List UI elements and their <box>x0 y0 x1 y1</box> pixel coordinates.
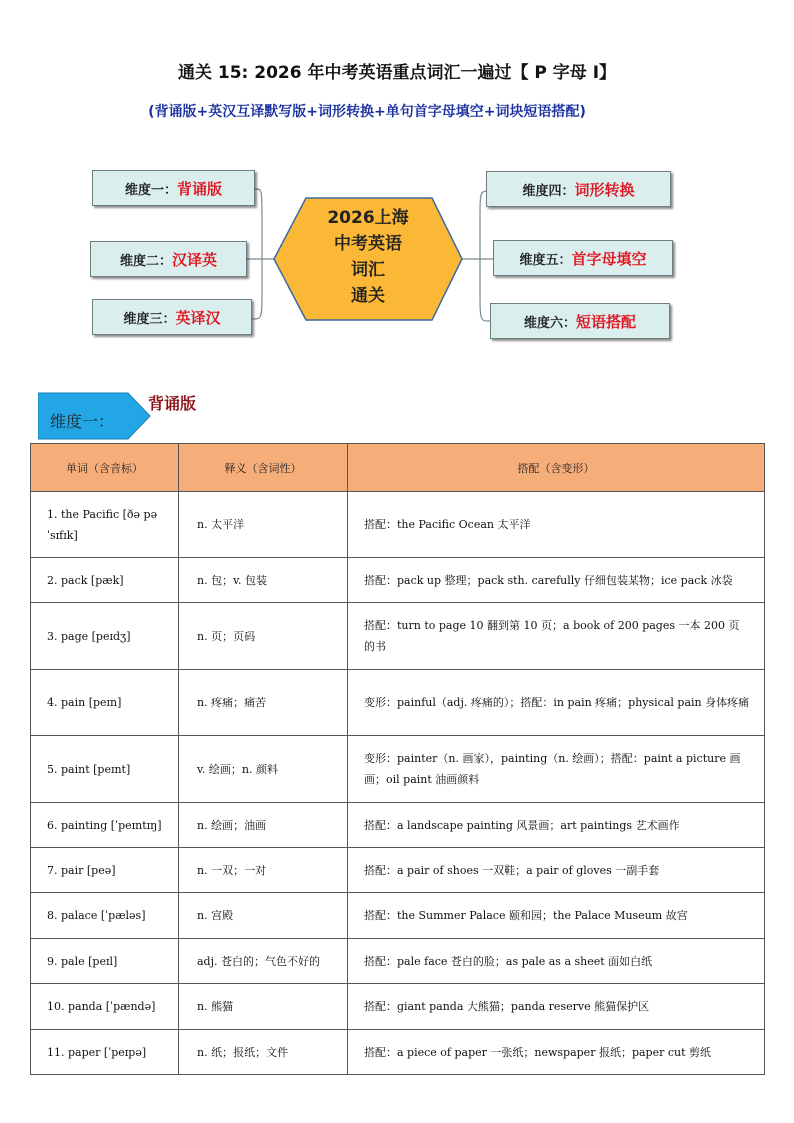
meaning-cell: n. 绘画；油画 <box>179 803 348 848</box>
word-cell: 11. paper [ˈpeɪpə] <box>31 1030 179 1075</box>
meaning-cell: adj. 苍白的；气色不好的 <box>179 939 348 984</box>
collocation-cell: 搭配：a pair of shoes 一双鞋；a pair of gloves 一副手套 <box>348 848 765 893</box>
word-cell: 9. pale [peɪl] <box>31 939 179 984</box>
table-row <box>31 984 765 1030</box>
dimension-value: 汉译英 <box>172 250 218 269</box>
meaning-cell: n. 包；v. 包装 <box>179 558 348 603</box>
table-row <box>31 558 765 603</box>
table-row <box>31 848 765 893</box>
right-bracket-line <box>480 191 490 321</box>
collocation-cell: 搭配：pack up 整理；pack sth. carefully 仔细包装某物；ice pack 冰袋 <box>348 558 765 603</box>
dimension-prefix: 维度二： <box>119 253 172 269</box>
word-cell: 7. pair [peə] <box>31 848 179 893</box>
dimension-value: 短语搭配 <box>576 312 637 331</box>
table-row <box>31 939 765 984</box>
meaning-cell: n. 纸；报纸；文件 <box>179 1030 348 1075</box>
center-line: 通关 <box>351 286 385 306</box>
column-header-meaning: 释义（含词性） <box>179 444 348 492</box>
dimension-box-4 <box>486 171 671 207</box>
collocation-cell: 搭配：a landscape painting 风景画；art paintings 艺术画作 <box>348 803 765 848</box>
dimension-box-1 <box>92 170 255 206</box>
meaning-cell: n. 熊猫 <box>179 984 348 1030</box>
vocab-table <box>30 443 765 1075</box>
column-header-word: 单词（含音标） <box>31 444 179 492</box>
word-cell: 8. palace [ˈpæləs] <box>31 893 179 939</box>
meaning-cell: n. 页；页码 <box>179 603 348 670</box>
section-tab-label: 维度一： <box>50 412 115 431</box>
word-cell: 4. pain [peɪn] <box>31 670 179 736</box>
dimension-value: 首字母填空 <box>571 249 647 268</box>
dimension-prefix: 维度六： <box>523 315 576 331</box>
word-cell: 5. paint [peɪnt] <box>31 736 179 803</box>
word-cell: 6. painting [ˈpeɪntɪŋ] <box>31 803 179 848</box>
table-row <box>31 1030 765 1075</box>
center-text <box>300 205 436 309</box>
dimension-value: 英译汉 <box>175 308 221 327</box>
meaning-cell: n. 疼痛；痛苦 <box>179 670 348 736</box>
table-row <box>31 603 765 670</box>
collocation-cell: 变形：painter（n. 画家），painting（n. 绘画）；搭配：paint a picture 画画；oil paint 油画颜料 <box>348 736 765 803</box>
collocation-cell: 搭配：turn to page 10 翻到第 10 页；a book of 200 pages 一本 200 页的书 <box>348 603 765 670</box>
dimension-prefix: 维度三： <box>123 311 176 327</box>
meaning-cell: n. 太平洋 <box>179 492 348 558</box>
word-cell: 1. the Pacific [ðə pəˈsɪfɪk] <box>31 492 179 558</box>
word-cell: 10. panda [ˈpændə] <box>31 984 179 1030</box>
dimension-box-5 <box>493 240 673 276</box>
page-title: 通关 15: 2026 年中考英语重点词汇一遍过【 P 字母 I】 <box>177 63 617 83</box>
collocation-cell: 搭配：pale face 苍白的脸；as pale as a sheet 面如白纸 <box>348 939 765 984</box>
dimension-prefix: 维度四： <box>522 183 575 199</box>
collocation-cell: 搭配：the Summer Palace 颐和园；the Palace Museum 故宫 <box>348 893 765 939</box>
table-row <box>31 736 765 803</box>
word-cell: 3. page [peɪdʒ] <box>31 603 179 670</box>
dimension-box-6 <box>490 303 670 339</box>
table-row <box>31 803 765 848</box>
table-row <box>31 893 765 939</box>
table-row <box>31 670 765 736</box>
section-name: 背诵版 <box>148 394 197 413</box>
left-bracket-line <box>252 189 262 319</box>
center-line: 词汇 <box>351 260 385 280</box>
page-subtitle: (背诵版+英汉互译默写版+词形转换+单句首字母填空+词块短语搭配) <box>148 104 586 120</box>
word-cell: 2. pack [pæk] <box>31 558 179 603</box>
dimension-prefix: 维度五： <box>519 252 572 268</box>
collocation-cell: 变形：painful（adj. 疼痛的）；搭配：in pain 疼痛；physical pain 身体疼痛 <box>348 670 765 736</box>
dimension-prefix: 维度一： <box>124 182 177 198</box>
dimension-box-3 <box>92 299 252 335</box>
meaning-cell: n. 宫殿 <box>179 893 348 939</box>
dimension-value: 词形转换 <box>574 180 635 199</box>
meaning-cell: v. 绘画；n. 颜料 <box>179 736 348 803</box>
center-line: 2026上海 <box>327 208 409 228</box>
dimension-box-2 <box>90 241 247 277</box>
column-header-collocation: 搭配（含变形） <box>348 444 765 492</box>
meaning-cell: n. 一双；一对 <box>179 848 348 893</box>
table-row <box>31 492 765 558</box>
collocation-cell: 搭配：a piece of paper 一张纸；newspaper 报纸；paper cut 剪纸 <box>348 1030 765 1075</box>
center-line: 中考英语 <box>334 234 402 254</box>
table-header-row <box>31 444 765 492</box>
collocation-cell: 搭配：the Pacific Ocean 太平洋 <box>348 492 765 558</box>
dimension-value: 背诵版 <box>177 179 223 198</box>
collocation-cell: 搭配：giant panda 大熊猫；panda reserve 熊猫保护区 <box>348 984 765 1030</box>
